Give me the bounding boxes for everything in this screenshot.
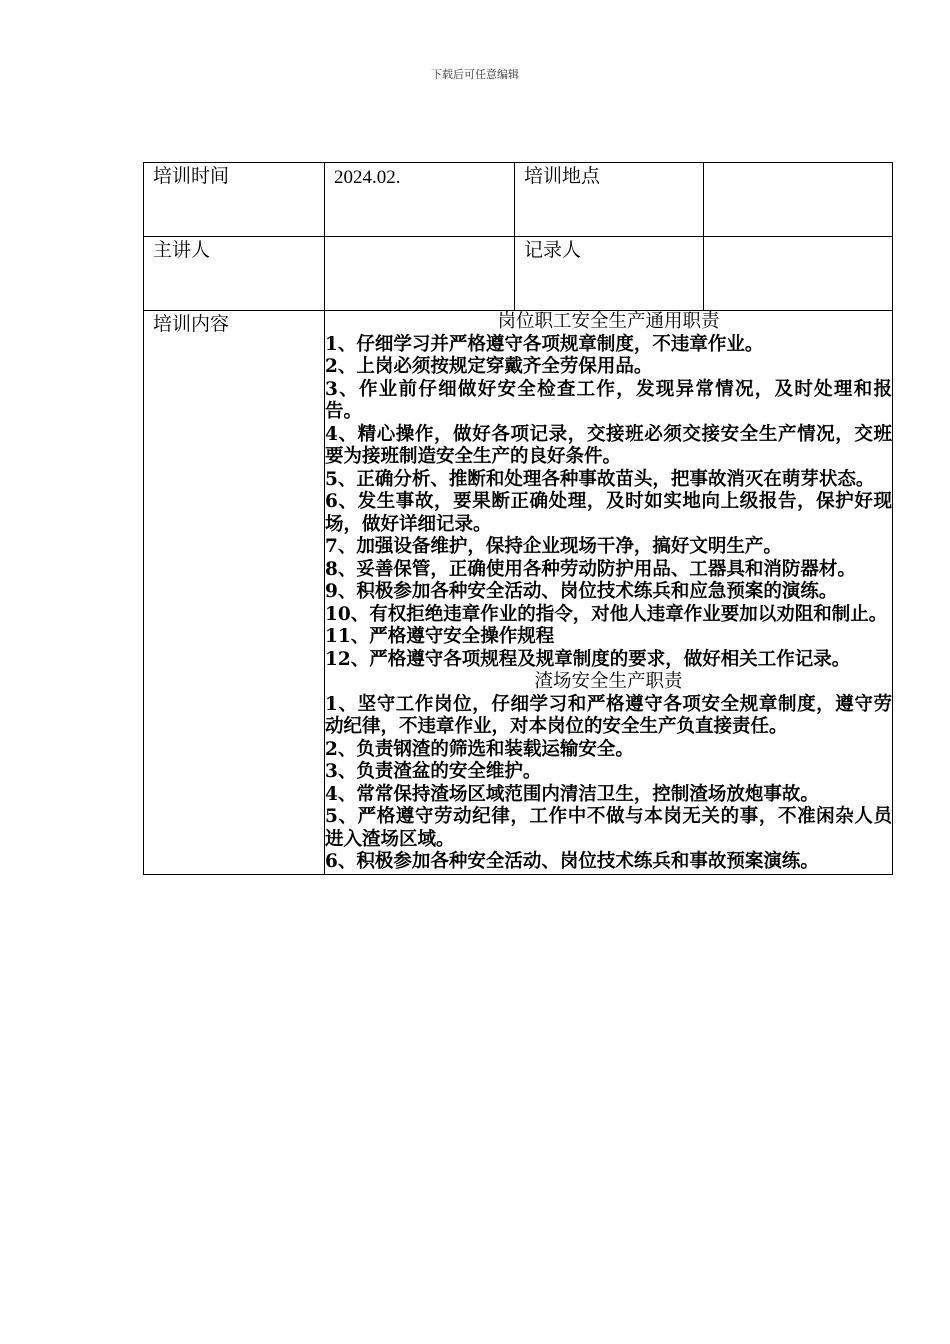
time-value: 2024.02. bbox=[334, 167, 401, 188]
content-cell bbox=[325, 311, 893, 875]
section1-title: 岗位职工安全生产通用职责 bbox=[497, 311, 720, 332]
list-item: 10、有权拒绝违章作业的指令，对他人违章作业要加以劝阻和制止。 bbox=[325, 603, 888, 625]
list-item: 7、加强设备维护，保持企业现场干净，搞好文明生产。 bbox=[325, 536, 782, 557]
content-label-cell bbox=[144, 311, 325, 875]
recorder-label: 记录人 bbox=[524, 239, 582, 261]
list-item: 6、积极参加各种安全活动、岗位技术练兵和事故预案演练。 bbox=[325, 851, 819, 872]
time-label: 培训时间 bbox=[153, 165, 230, 187]
header-note: 下载后可任意编辑 bbox=[431, 68, 519, 81]
list-item: 5、严格遵守劳动纪律，工作中不做与本岗无关的事，不准闲杂人员进入渣场区域。 bbox=[325, 806, 892, 850]
list-item: 5、正确分析、推断和处理各种事故苗头，把事故消灭在萌芽状态。 bbox=[325, 468, 875, 490]
recorder-label-cell bbox=[515, 237, 704, 311]
section2-title: 渣场安全生产职责 bbox=[534, 671, 683, 692]
table-row bbox=[144, 163, 893, 237]
list-item: 1、仔细学习并严格遵守各项规章制度，不违章作业。 bbox=[325, 333, 764, 355]
recorder-value bbox=[704, 237, 892, 239]
content-label: 培训内容 bbox=[153, 313, 230, 335]
list-item: 6、发生事故，要果断正确处理，及时如实地向上级报告，保护好现场，做好详细记录。 bbox=[325, 491, 892, 535]
speaker-label: 主讲人 bbox=[153, 239, 211, 261]
place-value bbox=[704, 163, 892, 165]
list-item: 2、上岗必须按规定穿戴齐全劳保用品。 bbox=[325, 356, 653, 377]
list-item: 11、严格遵守安全操作规程 bbox=[325, 626, 555, 647]
speaker-value-cell bbox=[325, 237, 515, 311]
list-item: 2、负责钢渣的筛选和装载运输安全。 bbox=[325, 738, 634, 760]
table-row bbox=[144, 237, 893, 311]
list-item: 9、积极参加各种安全活动、岗位技术练兵和应急预案的演练。 bbox=[325, 581, 838, 602]
time-label-cell bbox=[144, 163, 325, 237]
table-row bbox=[144, 311, 893, 875]
list-item: 12、严格遵守各项规程及规章制度的要求，做好相关工作记录。 bbox=[325, 648, 851, 670]
time-value-cell bbox=[325, 163, 515, 237]
training-record-table bbox=[143, 162, 893, 875]
list-item: 4、常常保持渣场区域范围内清洁卫生，控制渣场放炮事故。 bbox=[325, 783, 819, 805]
speaker-label-cell bbox=[144, 237, 325, 311]
place-label-cell bbox=[515, 163, 704, 237]
list-item: 4、精心操作，做好各项记录，交接班必须交接安全生产情况，交班要为接班制造安全生产的良好条件。 bbox=[325, 423, 892, 467]
place-value-cell bbox=[704, 163, 893, 237]
place-label: 培训地点 bbox=[524, 165, 601, 187]
recorder-value-cell bbox=[704, 237, 893, 311]
list-item: 3、负责渣盆的安全维护。 bbox=[325, 761, 542, 782]
list-item: 1、坚守工作岗位，仔细学习和严格遵守各项安全规章制度，遵守劳动纪律，不违章作业，对本岗位的安全生产负直接责任。 bbox=[325, 693, 892, 737]
speaker-value bbox=[325, 237, 514, 239]
list-item: 8、妥善保管，正确使用各种劳动防护用品、工器具和消防器材。 bbox=[325, 558, 856, 580]
list-item: 3、作业前仔细做好安全检查工作，发现异常情况，及时处理和报告。 bbox=[325, 378, 892, 422]
